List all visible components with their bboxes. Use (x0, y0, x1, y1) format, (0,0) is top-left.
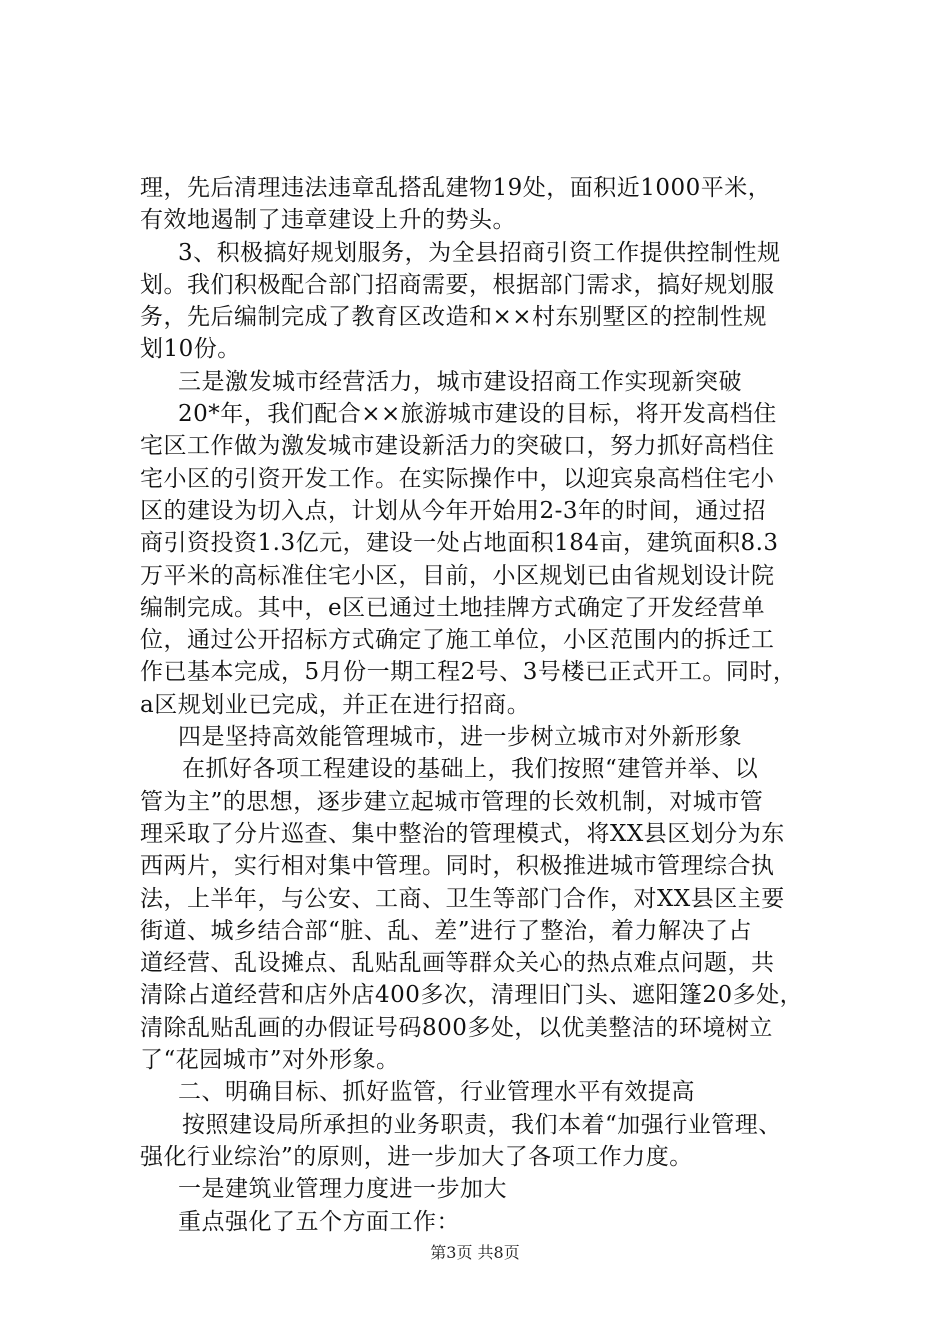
page-footer: 第3页 共8页 (430, 1243, 520, 1262)
section-heading: 二、明确目标、抓好监管，行业管理水平有效提高 (178, 1079, 695, 1106)
text-line: 理，先后清理违法违章乱搭乱建物19处，面积近1000平米， (140, 175, 772, 201)
paragraph-start-line: 在抓好各项工程建设的基础上，我们按照“建管并举、以 (182, 756, 759, 783)
section-heading: 四是坚持高效能管理城市，进一步树立城市对外新形象 (178, 724, 742, 751)
text-line: 道经营、乱设摊点、乱贴乱画等群众关心的热点难点问题，共 (140, 950, 775, 977)
paragraph-start-line: 3、积极搞好规划服务，为全县招商引资工作提供控制性规 (178, 239, 781, 266)
text-line: 区的建设为切入点，计划从今年开始用2-3年的时间，通过招 (140, 497, 767, 524)
text-line: 万平米的高标准住宅小区，目前，小区规划已由省规划设计院 (140, 562, 775, 589)
text-line: 宅小区的引资开发工作。在实际操作中，以迎宾泉高档住宅小 (140, 465, 775, 492)
text-line: 编制完成。其中，e区已通过土地挂牌方式确定了开发经营单 (140, 594, 766, 621)
text-line: 有效地遏制了违章建设上升的势头。 (140, 207, 516, 234)
text-line: 划10份。 (140, 336, 241, 363)
text-line: 位，通过公开招标方式确定了施工单位，小区范围内的拆迁工 (140, 627, 775, 654)
section-heading: 三是激发城市经营活力，城市建设招商工作实现新突破 (178, 368, 742, 395)
section-heading: 一是建筑业管理力度进一步加大 (178, 1176, 507, 1203)
text-line: 划。我们积极配合部门招商需要，根据部门需求，搞好规划服 (140, 271, 775, 298)
text-line: 了“花园城市”对外形象。 (140, 1047, 400, 1074)
text-line: 务，先后编制完成了教育区改造和××村东别墅区的控制性规 (140, 304, 768, 331)
text-line: 管为主”的思想，逐步建立起城市管理的长效机制，对城市管 (140, 788, 764, 815)
text-line: 理采取了分片巡查、集中整治的管理模式，将XX县区划分为东 (140, 820, 785, 847)
text-line: 街道、城乡结合部“脏、乱、差”进行了整治，着力解决了占 (140, 917, 753, 944)
text-line: 作已基本完成，5月份一期工程2号、3号楼已正式开工。同时， (140, 659, 797, 686)
paragraph-start-line: 重点强化了五个方面工作： (178, 1208, 460, 1235)
text-line: 清除乱贴乱画的办假证号码800多处，以优美整洁的环境树立 (140, 1014, 773, 1041)
document-body (140, 172, 830, 1238)
paragraph-start-line: 按照建设局所承担的业务职责，我们本着“加强行业管理、 (182, 1111, 782, 1138)
text-line: 强化行业综治”的原则，进一步加大了各项工作力度。 (140, 1143, 693, 1170)
text-line: 清除占道经营和店外店400多次，清理旧门头、遮阳篷20多处， (140, 982, 804, 1009)
text-line: 西两片，实行相对集中管理。同时，积极推进城市管理综合执 (140, 853, 775, 880)
paragraph-start-line: 20*年，我们配合××旅游城市建设的目标，将开发高档住 (178, 401, 777, 428)
text-line: 法，上半年，与公安、工商、卫生等部门合作，对XX县区主要 (140, 885, 785, 912)
text-line: 宅区工作做为激发城市建设新活力的突破口，努力抓好高档住 (140, 433, 775, 460)
text-line: a区规划业已完成，并正在进行招商。 (140, 691, 531, 718)
text-line: 商引资投资1.3亿元，建设一处占地面积184亩，建筑面积8.3 (140, 530, 779, 557)
